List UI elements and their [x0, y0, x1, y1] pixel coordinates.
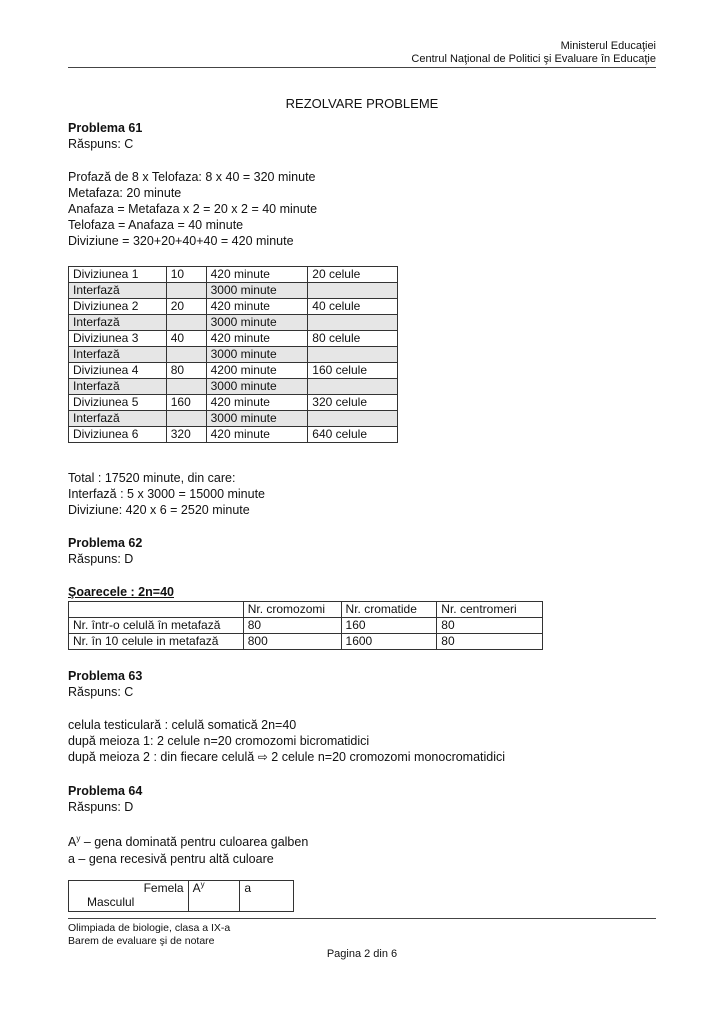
table-cell: 3000 minute: [206, 379, 308, 395]
table-cell: 320: [166, 427, 206, 443]
p64-line-2: a – gena recesivă pentru altă culoare: [68, 852, 274, 866]
p63-line-2: după meioza 1: 2 celule n=20 cromozomi bicromatidici: [68, 734, 370, 748]
table-cell: Nr. centromeri: [437, 602, 543, 618]
p63-line-3: [68, 749, 505, 766]
table-cell: 420 minute: [206, 331, 308, 347]
table-row: [69, 634, 543, 650]
table-row: [69, 602, 543, 618]
table-cell: Interfază: [69, 379, 167, 395]
table-cell: 40 celule: [308, 299, 398, 315]
table-cell: [166, 411, 206, 427]
allele-superscript: y: [76, 833, 81, 843]
table-cell: Interfază: [69, 347, 167, 363]
table-row: [69, 267, 398, 283]
table-cell: Nr. într-o celulă în metafază: [69, 618, 244, 634]
p61-division-table: [68, 266, 398, 443]
table-row: [69, 379, 398, 395]
table-cell: [308, 315, 398, 331]
header-ministry: Ministerul Educaţiei: [560, 40, 656, 52]
table-row: [69, 315, 398, 331]
table-cell: a: [240, 881, 294, 912]
table-row: [69, 299, 398, 315]
table-cell: Diviziunea 1: [69, 267, 167, 283]
p63-answer: Răspuns: C: [68, 685, 134, 699]
table-cell: [188, 881, 240, 912]
table-row: [69, 395, 398, 411]
p62-answer: Răspuns: D: [68, 552, 134, 566]
p63-line-3-a: după meioza 2 : din fiecare celulă: [68, 750, 255, 764]
arrow-right-icon: ⇨: [257, 750, 268, 764]
page-number: Pagina 2 din 6: [326, 948, 398, 960]
table-cell: 420 minute: [206, 427, 308, 443]
table-cell: Interfază: [69, 283, 167, 299]
table-row: [69, 618, 543, 634]
table-cell: 160: [341, 618, 437, 634]
table-cell: 3000 minute: [206, 347, 308, 363]
table-cell: Interfază: [69, 411, 167, 427]
table-cell: [308, 347, 398, 363]
header-center: Centrul Naţional de Politici şi Evaluare în Educaţie: [411, 53, 656, 65]
table-cell: 80: [437, 634, 543, 650]
table-cell: Diviziunea 6: [69, 427, 167, 443]
table-cell: 10: [166, 267, 206, 283]
punnett-female-label: Femela: [143, 881, 184, 895]
table-cell: [69, 602, 244, 618]
p61-line-1: Profază de 8 x Telofaza: 8 x 40 = 320 minute: [68, 170, 316, 184]
table-cell: 160: [166, 395, 206, 411]
table-cell: 20: [166, 299, 206, 315]
p61-total-2: Interfază : 5 x 3000 = 15000 minute: [68, 487, 266, 501]
table-cell: 4200 minute: [206, 363, 308, 379]
table-cell: [166, 315, 206, 331]
table-row: [69, 331, 398, 347]
table-cell: [69, 881, 189, 912]
table-cell: 3000 minute: [206, 283, 308, 299]
table-cell: 420 minute: [206, 299, 308, 315]
p63-line-3-b: 2 celule n=20 cromozomi monocromatidici: [271, 750, 506, 764]
table-cell: 80: [166, 363, 206, 379]
p62-title: Problema 62: [68, 536, 143, 550]
table-cell: Diviziunea 4: [69, 363, 167, 379]
p63-title: Problema 63: [68, 669, 143, 683]
table-cell: 420 minute: [206, 395, 308, 411]
p61-total-1: Total : 17520 minute, din care:: [68, 471, 236, 485]
header-divider: [68, 67, 656, 68]
table-row: [69, 347, 398, 363]
table-cell: Diviziunea 5: [69, 395, 167, 411]
p61-line-4: Telofaza = Anafaza = 40 minute: [68, 218, 244, 232]
p61-line-2: Metafaza: 20 minute: [68, 186, 182, 200]
footer-divider: [68, 918, 656, 919]
p61-line-5: Diviziune = 320+20+40+40 = 420 minute: [68, 234, 294, 248]
p64-line-1-rest: – gena dominată pentru culoarea galben: [80, 835, 309, 849]
table-cell: Interfază: [69, 315, 167, 331]
p62-chromosome-table: [68, 601, 543, 650]
table-cell: [308, 379, 398, 395]
punnett-male-label: Masculul: [87, 895, 135, 909]
table-cell: [308, 411, 398, 427]
table-row: [69, 427, 398, 443]
allele-dominant: A: [192, 881, 201, 895]
table-cell: Diviziunea 3: [69, 331, 167, 347]
p62-subtitle: Şoarecele : 2n=40: [68, 585, 174, 599]
table-cell: [166, 379, 206, 395]
table-cell: 1600: [341, 634, 437, 650]
table-row: [69, 411, 398, 427]
p64-punnett-table: [68, 880, 294, 912]
table-cell: 3000 minute: [206, 411, 308, 427]
p61-line-3: Anafaza = Metafaza x 2 = 20 x 2 = 40 minute: [68, 202, 318, 216]
table-cell: Nr. cromozomi: [243, 602, 341, 618]
table-cell: 320 celule: [308, 395, 398, 411]
footer-barem: Barem de evaluare şi de notare: [68, 935, 215, 947]
table-cell: Nr. în 10 celule in metafază: [69, 634, 244, 650]
table-cell: 40: [166, 331, 206, 347]
table-row: [69, 363, 398, 379]
allele-dominant: A: [68, 835, 77, 849]
table-cell: 80: [437, 618, 543, 634]
table-cell: 20 celule: [308, 267, 398, 283]
p61-total-3: Diviziune: 420 x 6 = 2520 minute: [68, 503, 250, 517]
table-row: [69, 881, 294, 912]
p64-line-1: [68, 834, 308, 851]
footer-olympiad: Olimpiada de biologie, clasa a IX-a: [68, 922, 231, 934]
p61-answer: Răspuns: C: [68, 137, 134, 151]
allele-superscript: y: [200, 880, 205, 889]
table-cell: [166, 283, 206, 299]
table-cell: 420 minute: [206, 267, 308, 283]
table-cell: 800: [243, 634, 341, 650]
table-cell: [166, 347, 206, 363]
page-title: REZOLVARE PROBLEME: [285, 96, 439, 111]
table-cell: 80 celule: [308, 331, 398, 347]
p64-title: Problema 64: [68, 784, 143, 798]
table-cell: [308, 283, 398, 299]
p63-line-1: celula testiculară : celulă somatică 2n=40: [68, 718, 297, 732]
table-cell: 3000 minute: [206, 315, 308, 331]
table-cell: Nr. cromatide: [341, 602, 437, 618]
table-cell: 640 celule: [308, 427, 398, 443]
table-row: [69, 283, 398, 299]
p64-answer: Răspuns: D: [68, 800, 134, 814]
table-cell: Diviziunea 2: [69, 299, 167, 315]
table-cell: 80: [243, 618, 341, 634]
p61-title: Problema 61: [68, 121, 143, 135]
table-cell: 160 celule: [308, 363, 398, 379]
